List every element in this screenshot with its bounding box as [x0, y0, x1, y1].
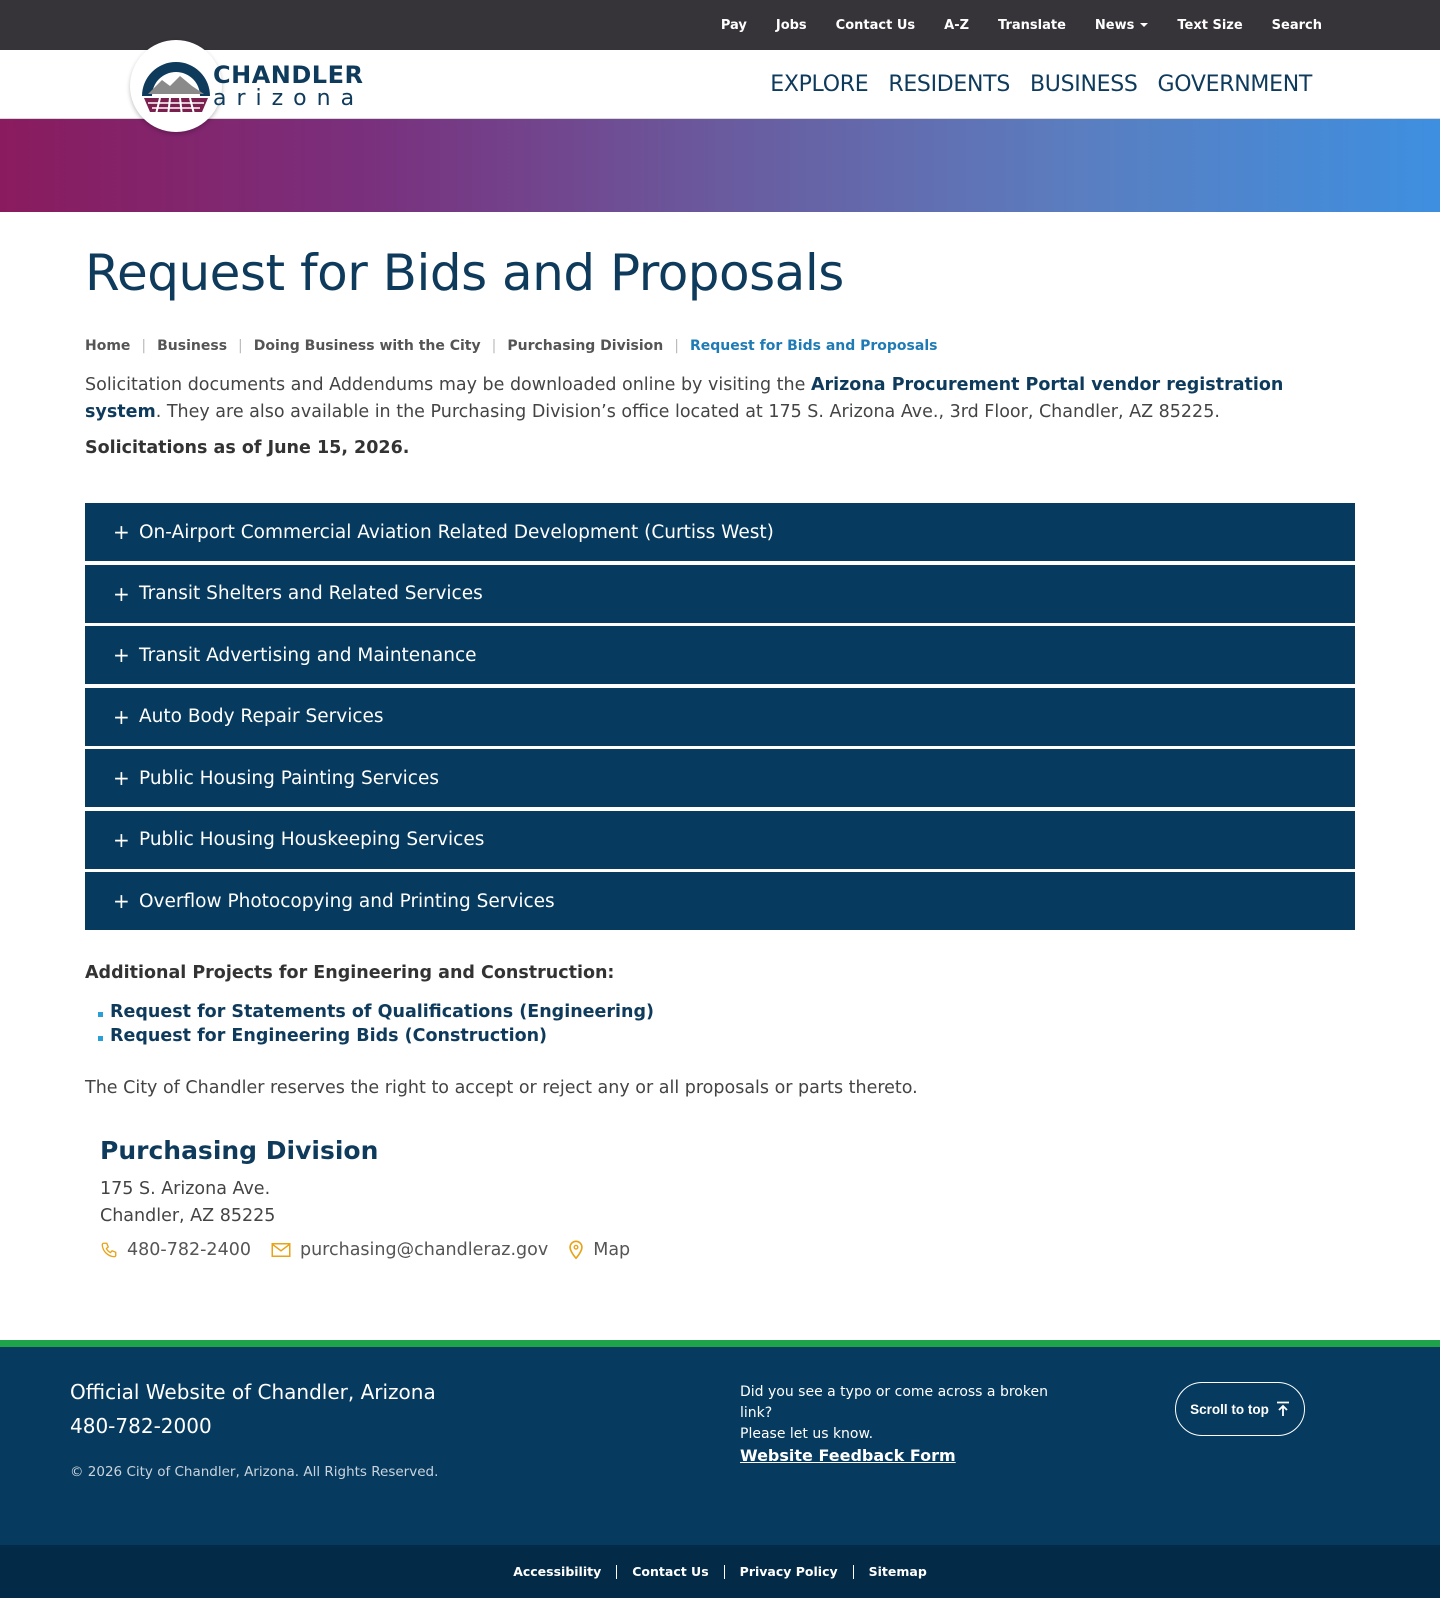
plus-icon: +	[113, 704, 130, 729]
breadcrumb-home[interactable]: Home	[85, 338, 131, 354]
list-item	[98, 1000, 654, 1024]
footer-typo-note	[740, 1382, 1080, 1445]
phone-link[interactable]: 480-782-2400	[127, 1240, 251, 1260]
nav-government[interactable]: GOVERNMENT	[1157, 71, 1312, 97]
site-footer	[0, 1347, 1440, 1545]
news-label: News	[1094, 17, 1135, 33]
list-item	[98, 1024, 654, 1048]
map-contact	[568, 1240, 630, 1260]
address-line-1: 175 S. Arizona Ave.	[100, 1179, 271, 1199]
engineering-links-list	[98, 1000, 654, 1048]
email-contact	[271, 1240, 548, 1260]
utility-bar	[0, 0, 1440, 50]
plus-icon: +	[113, 581, 130, 606]
bottom-link-accessibility[interactable]: Accessibility	[513, 1564, 602, 1579]
accordion-label: Public Housing Houskeeping Services	[139, 829, 485, 850]
reserve-note: The City of Chandler reserves the right to accept or reject any or all proposals or parts thereto.	[85, 1078, 918, 1098]
breadcrumb	[85, 338, 937, 354]
address-line-2: Chandler, AZ 85225	[100, 1206, 276, 1226]
utility-link-pay[interactable]: Pay	[720, 17, 747, 33]
map-pin-icon	[568, 1240, 584, 1260]
breadcrumb-business[interactable]: Business	[157, 338, 228, 354]
utility-links	[692, 0, 1322, 50]
accordion-item-housing-painting[interactable]	[85, 749, 1355, 807]
nav-explore[interactable]: EXPLORE	[770, 71, 869, 97]
footer-phone: 480-782-2000	[70, 1414, 212, 1438]
engineering-bids-link[interactable]: Request for Engineering Bids (Construction)	[110, 1026, 548, 1046]
plus-icon: +	[113, 889, 130, 913]
accordion-item-transit-advertising[interactable]	[85, 626, 1355, 684]
breadcrumb-separator: |	[491, 338, 497, 354]
main-nav	[750, 50, 1312, 118]
nav-business[interactable]: BUSINESS	[1030, 71, 1138, 97]
typo-line-2: Please let us know.	[740, 1426, 874, 1442]
logo-name: CHANDLER	[213, 61, 364, 89]
hero-banner	[0, 119, 1440, 212]
solicitations-date: Solicitations as of June 15, 2026.	[85, 438, 410, 458]
footer-title: Official Website of Chandler, Arizona	[70, 1380, 436, 1404]
plus-icon: +	[113, 766, 130, 790]
bottom-link-contact[interactable]: Contact Us	[632, 1564, 709, 1579]
accordion-item-housing-housekeeping[interactable]	[85, 811, 1355, 869]
bullet-icon	[98, 1036, 103, 1041]
intro-paragraph	[85, 372, 1355, 426]
contact-title: Purchasing Division	[100, 1136, 379, 1165]
accordion-item-curtiss-west[interactable]	[85, 503, 1355, 561]
intro-before: Solicitation documents and Addendums may be downloaded online by visiting the	[85, 375, 811, 395]
footer-stripe	[0, 1340, 1440, 1347]
intro-after: . They are also available in the Purchasing Division’s office located at 175 S. Arizona Ave., 3rd Floor, Chandler, AZ 85225.	[155, 402, 1220, 422]
map-link[interactable]: Map	[593, 1240, 631, 1260]
utility-link-text-size[interactable]: Text Size	[1177, 17, 1243, 33]
utility-link-jobs[interactable]: Jobs	[775, 17, 807, 33]
breadcrumb-separator: |	[141, 338, 147, 354]
utility-link-a-z[interactable]: A-Z	[944, 17, 970, 33]
chandler-logo-icon[interactable]	[130, 40, 222, 132]
phone-contact	[100, 1240, 251, 1260]
contact-row	[100, 1240, 650, 1260]
breadcrumb-separator: |	[674, 338, 679, 354]
additional-projects-heading: Additional Projects for Engineering and Construction:	[85, 963, 615, 983]
accordion-label: Transit Shelters and Related Services	[139, 583, 483, 604]
accordion-label: On-Airport Commercial Aviation Related Development (Curtiss West)	[139, 521, 774, 543]
breadcrumb-current: Request for Bids and Proposals	[689, 338, 938, 354]
bullet-icon	[98, 1012, 103, 1017]
plus-icon: +	[113, 520, 130, 544]
accordion-label: Public Housing Painting Services	[139, 767, 439, 789]
accordion-item-auto-body[interactable]	[85, 688, 1355, 746]
caret-down-icon	[1140, 23, 1148, 27]
breadcrumb-purchasing[interactable]: Purchasing Division	[507, 338, 664, 354]
typo-line-1: Did you see a typo or come across a broken link?	[740, 1384, 1048, 1421]
soq-engineering-link[interactable]: Request for Statements of Qualifications (Engineering)	[110, 1002, 655, 1022]
footer-copyright: © 2026 City of Chandler, Arizona. All Rights Reserved.	[70, 1464, 439, 1480]
procurement-portal-link[interactable]: Arizona Procurement Portal vendor registration system	[85, 375, 1284, 422]
plus-icon: +	[113, 827, 130, 852]
scroll-top-label: Scroll to top	[1190, 1401, 1269, 1417]
scroll-to-top-button[interactable]	[1175, 1382, 1305, 1436]
logo-wordmark[interactable]	[213, 62, 364, 110]
bottom-link-privacy[interactable]: Privacy Policy	[739, 1564, 838, 1579]
feedback-form-link[interactable]: Website Feedback Form	[740, 1446, 956, 1465]
arrow-up-icon	[1276, 1401, 1290, 1417]
accordion-label: Transit Advertising and Maintenance	[139, 644, 477, 666]
phone-icon	[100, 1241, 118, 1259]
utility-link-news[interactable]	[1095, 18, 1148, 33]
plus-icon: +	[113, 643, 130, 667]
breadcrumb-separator: |	[238, 338, 243, 354]
contact-address	[100, 1176, 275, 1230]
utility-link-contact[interactable]: Contact Us	[835, 17, 916, 33]
page-title: Request for Bids and Proposals	[85, 244, 844, 302]
solicitations-accordion	[85, 503, 1355, 934]
utility-link-translate[interactable]: Translate	[998, 17, 1066, 33]
email-link[interactable]: purchasing@chandleraz.gov	[299, 1240, 549, 1260]
logo-sub: arizona	[213, 86, 365, 111]
utility-link-search[interactable]: Search	[1271, 17, 1322, 33]
accordion-label: Auto Body Repair Services	[139, 706, 384, 727]
envelope-icon	[271, 1242, 291, 1258]
bottom-links-bar	[0, 1545, 1440, 1598]
accordion-label: Overflow Photocopying and Printing Services	[139, 890, 555, 912]
breadcrumb-doing-business[interactable]: Doing Business with the City	[253, 338, 481, 354]
accordion-item-transit-shelters[interactable]	[85, 565, 1355, 623]
bottom-link-sitemap[interactable]: Sitemap	[868, 1564, 927, 1579]
accordion-item-photocopying[interactable]	[85, 872, 1355, 930]
nav-residents[interactable]: RESIDENTS	[888, 71, 1010, 97]
